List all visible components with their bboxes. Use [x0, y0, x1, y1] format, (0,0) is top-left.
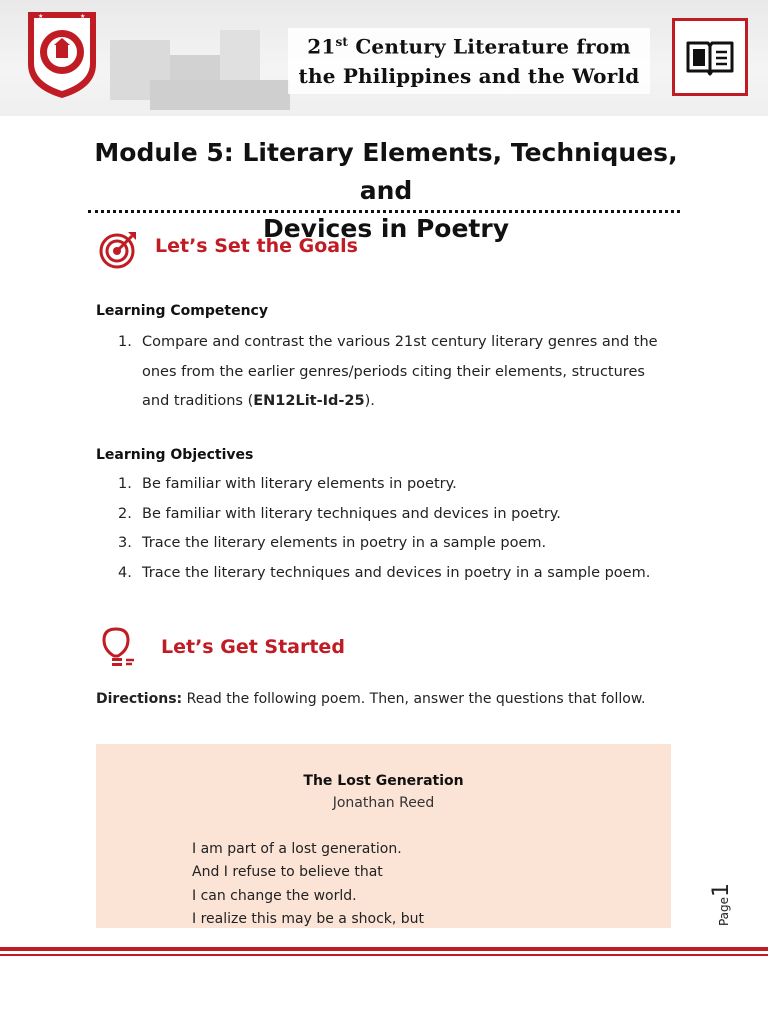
poem-box — [96, 744, 671, 928]
page-digit: 1 — [709, 882, 735, 897]
course-title-line1 — [288, 28, 650, 62]
objective-text: Trace the literary techniques and devices in poetry in a sample poem. — [142, 564, 651, 581]
objectives-list — [118, 470, 650, 588]
objectives-label: Learning Objectives — [96, 447, 254, 463]
course-title-superscript: st — [335, 35, 349, 49]
course-title-line1-rest: Century Literature from — [348, 34, 631, 59]
objective-text: Trace the literary elements in poetry in a sample poem. — [142, 535, 547, 551]
list-number: 3. — [118, 535, 132, 551]
list-item — [118, 529, 650, 559]
poem-line: And I refuse to believe that — [192, 864, 383, 881]
book-icon — [685, 37, 735, 77]
competency-list — [118, 328, 678, 417]
list-item — [118, 559, 650, 589]
objective-text: Be familiar with literary elements in poetry. — [142, 476, 457, 492]
poem-line: I am part of a lost generation. — [192, 841, 402, 857]
list-item — [118, 328, 678, 417]
header-banner — [0, 0, 768, 116]
list-number: 1. — [118, 334, 132, 350]
course-title-line2: the Philippines and the World — [298, 63, 640, 88]
svg-text:★: ★ — [80, 13, 86, 20]
page-word: Page — [717, 896, 732, 927]
poem-title: The Lost Generation — [303, 773, 464, 789]
directions — [96, 691, 645, 707]
objective-text: Be familiar with literary techniques and devices in poetry. — [142, 505, 561, 522]
competency-text-post: ). — [364, 393, 375, 409]
competency-text-pre: Compare and contrast the various 21st century literary genres and the ones from the earlier genres/periods citing their elements, structures and traditions ( — [142, 334, 658, 409]
target-icon — [98, 228, 140, 270]
list-number: 1. — [118, 476, 132, 492]
poem-author: Jonathan Reed — [332, 795, 435, 811]
directions-text: Read the following poem. Then, answer the questions that follow. — [182, 691, 646, 707]
list-item — [118, 470, 650, 500]
competency-text — [142, 328, 662, 417]
goals-heading: Let’s Set the Goals — [155, 235, 358, 257]
college-seal-logo — [26, 8, 98, 100]
book-icon-box — [672, 18, 748, 96]
module-title-line2: Devices in Poetry — [262, 214, 510, 243]
svg-text:★: ★ — [38, 13, 44, 20]
page-number-rotated — [709, 883, 734, 926]
list-number: 4. — [118, 564, 132, 581]
footer-rule — [0, 947, 768, 951]
competency-code: EN12Lit-Id-25 — [253, 393, 365, 409]
module-title-line1: Module 5: Literary Elements, Techniques, and — [94, 138, 678, 205]
directions-label: Directions: — [96, 691, 183, 707]
course-title-number: 21 — [307, 34, 336, 59]
poem-lines — [192, 838, 424, 931]
list-item — [118, 500, 650, 530]
competency-label: Learning Competency — [96, 303, 268, 319]
poem-line: I can change the world. — [192, 887, 357, 904]
page-number — [708, 880, 738, 930]
course-title — [288, 28, 650, 94]
list-number: 2. — [118, 505, 132, 522]
module-title — [86, 134, 686, 248]
dotted-divider — [88, 210, 680, 213]
poem-line: I realize this may be a shock, but — [192, 910, 425, 927]
started-heading: Let’s Get Started — [161, 636, 345, 658]
lightbulb-icon — [100, 626, 136, 670]
footer-rule-thin — [0, 954, 768, 956]
